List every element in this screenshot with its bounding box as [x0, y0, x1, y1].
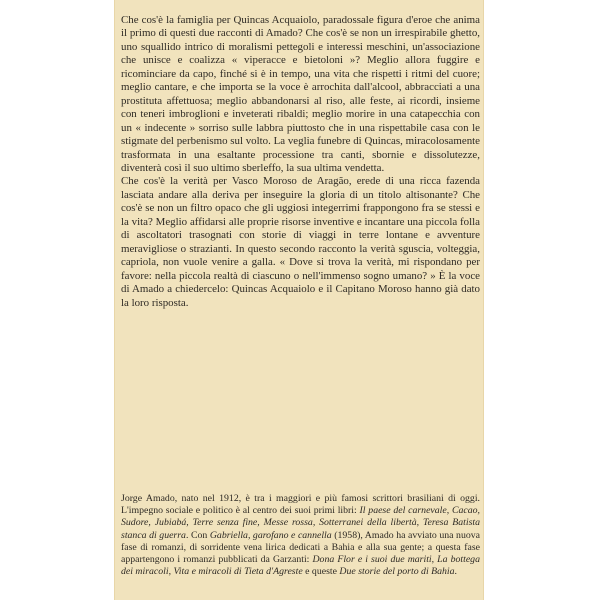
bio-text-1: Jorge Amado, nato nel 1912, è tra i maggiori e più famosi scrittori brasiliani di oggi. L'impegno sociale e politico è al centro dei suoi primi libri: — [121, 493, 480, 517]
bio-works-garzanti: Dona Flor e i suoi due mariti, La bottega dei miracoli, Vita e miracoli di Tieta d'Agreste — [121, 554, 480, 578]
blurb-paragraph-vasco: Che cos'è la verità per Vasco Moroso de Aragão, erede di una ricca fazenda lasciata andare alla deriva per inseguire la gloria di un titolo altisonante? Che cos'è se non un filtro opaco che gli uggiosi integerrimi frappongono fra se stessi e la vita? Meglio affidarsi alle proprie risorse inventive e incantare una piccola folla di ascoltatori trasognati con storie di viaggi in terre lontane e avventure meravigliose o strazianti. In questo secondo racconto la verità sguscia, volteggia, capriola, non vuole venire a galla. « Dove si trova la verità, mi rispondano per favore: nella piccola realtà di ciascuno o nell'immenso sogno umano? » È la voce di Amado a chiedercelo: Quincas Acquaiolo e il Capitano Moroso hanno già dato la loro risposta. — [121, 175, 480, 309]
author-bio — [121, 493, 480, 578]
blurb-text — [121, 14, 480, 310]
bio-work-gabriella: Gabriella, garofano e cannella — [209, 529, 332, 541]
author-bio-paragraph — [121, 493, 480, 578]
bio-text-5: . — [454, 566, 457, 578]
bio-work-this-book: Due storie del porto di Bahia — [339, 566, 455, 578]
blurb-paragraph-quincas: Che cos'è la famiglia per Quincas Acquaiolo, paradossale figura d'eroe che anima il primo di questi due racconti di Amado? Che cos'è se non un irrespirabile ghetto, uno squallido intrico di moralismi pettegoli e interessi meschini, un'associazione che unisce e coalizza « viperacce e bietoloni »? Meglio allora fuggire e ricominciare da capo, finché si è in tempo, una vita che rispetti i ritmi del cuore; meglio cantare, e che importa se la voce è arrochita dall'alcool, abbracciati a una prostituta affettuosa; meglio abbandonarsi al riso, alle feste, ai ricordi, insieme con teneri imbroglioni e inveterati ribaldi; meglio morire in una catapecchia con un « indecente » sorriso sulle labbra piuttosto che in una rispettabile casa con le stigmate del perbenismo sul volto. La veglia funebre di Quincas, miracolosamente trasformata in una esaltante processione tra canti, sbornie e dissolutezze, diventerà così il suo ultimo sberleffo, la sua ultima vendetta. — [121, 14, 480, 174]
bio-works-early: Il paese del carnevale, Cacao, Sudore, Jubiabá, Terre senza fine, Messe rossa, Sotterranei della libertà, Teresa Batista stanca di guerra — [121, 505, 480, 541]
bio-text-4: e queste — [302, 566, 340, 578]
bio-text-3: (1958), Amado ha avviato una nuova fase di romanzi, di sorridente vena lirica dedicati a Bahia e alla sua gente; a questa fase appartengono i romanzi pubblicati da Garzanti: — [121, 529, 481, 566]
bio-text-2: . Con — [185, 529, 210, 541]
